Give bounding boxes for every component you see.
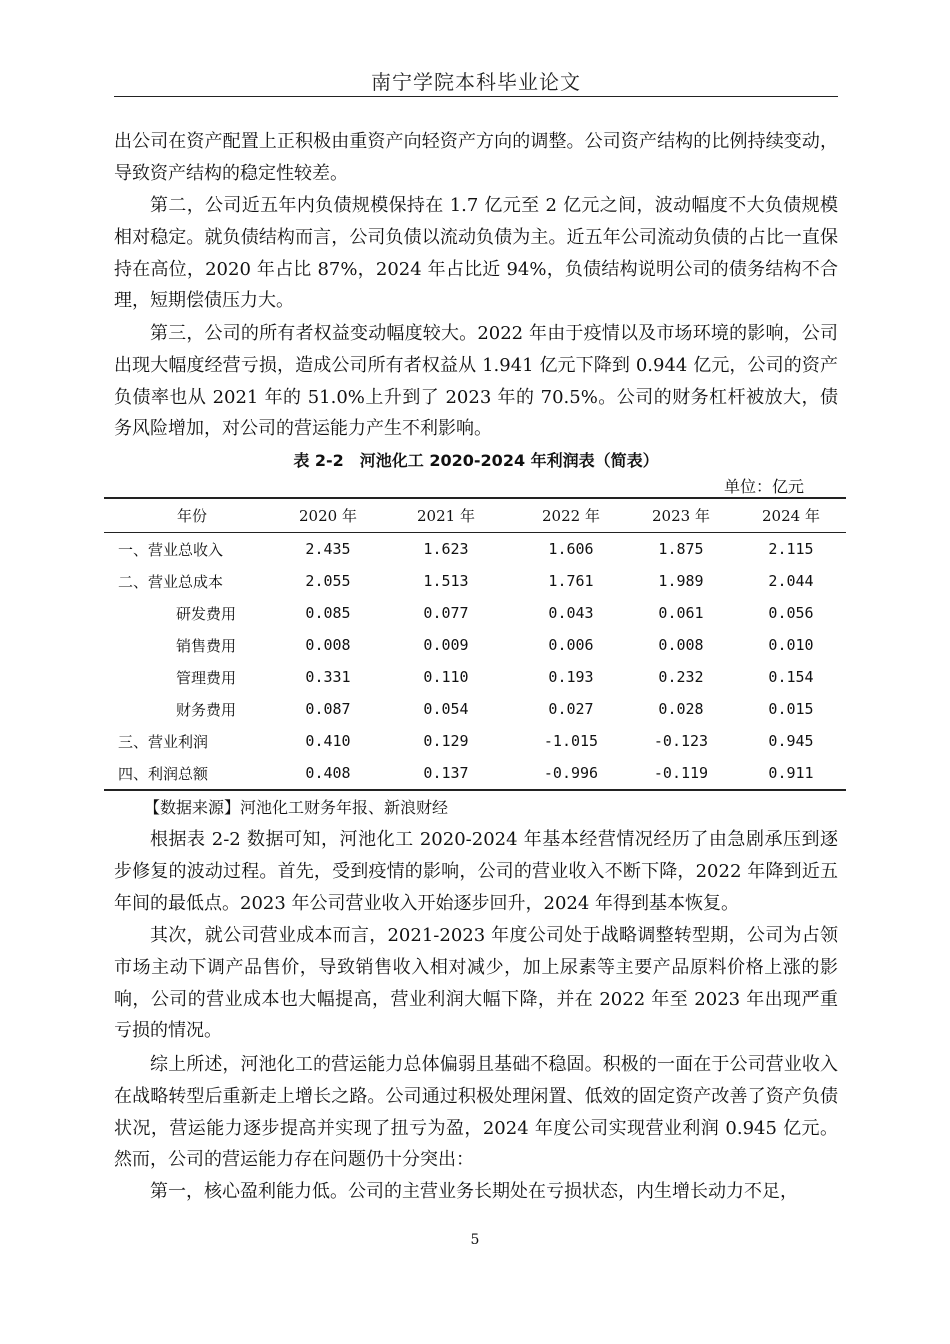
cell-value: 0.945 <box>768 732 814 750</box>
paragraph-core-profitability: 第一，核心盈利能力低。公司的主营业务长期处在亏损状态，内生增长动力不足， <box>150 1181 798 1202</box>
header-2022: 2022 年 <box>516 498 626 533</box>
header-2020: 2020 年 <box>280 498 376 533</box>
cell-value: 0.232 <box>658 668 704 686</box>
cell-value: 0.331 <box>305 668 351 686</box>
cell-value: 0.056 <box>768 604 814 622</box>
page-number: 5 <box>470 1232 480 1248</box>
table-data-source: 【数据来源】河池化工财务年报、新浪财经 <box>144 798 449 817</box>
table-row <box>104 629 846 661</box>
header-2023: 2023 年 <box>626 498 736 533</box>
cell-value: -1.015 <box>543 732 599 750</box>
paragraph-liability-scale: 第二，公司近五年内负债规模保持在 1.7 亿元至 2 亿元之间，波动幅度不大负债规模相对稳定。就负债结构而言，公司负债以流动负债为主。近五年公司流动负债的占比一直保持在高位，2020 年占比 87%，2024 年占比近 94%，负债结构说明公司的债务结构不合理，短期偿债压力大。 <box>114 195 838 312</box>
cell-value: -0.996 <box>516 757 626 790</box>
cell-value: 2.115 <box>768 540 814 558</box>
header-year: 年份 <box>104 498 280 533</box>
row-label: 销售费用 <box>176 636 237 655</box>
cell-value: 0.054 <box>423 700 469 718</box>
page-header-title: 南宁学院本科毕业论文 <box>371 70 581 94</box>
paragraph-owner-equity: 第三，公司的所有者权益变动幅度较大。2022 年由于疫情以及市场环境的影响，公司出现大幅度经营亏损，造成公司所有者权益从 1.941 亿元下降到 0.944 亿元，公司的资产负债率也从 2021 年的 51.0%上升到了 2023 年的 70.5%。公司的财务杠杆被放大，债务风险增加，对公司的营运能力产生不利影响。 <box>114 323 838 440</box>
cell-value: 0.027 <box>548 700 594 718</box>
cell-value: 0.006 <box>548 636 594 654</box>
cell-value: 0.137 <box>376 757 516 790</box>
cell-value: 2.435 <box>305 540 351 558</box>
cell-value: 0.129 <box>423 732 469 750</box>
cell-value: 1.606 <box>548 540 594 558</box>
income-statement-table <box>104 497 846 791</box>
cell-value: 1.875 <box>658 540 704 558</box>
table-row <box>104 565 846 597</box>
table-unit: 单位：亿元 <box>723 477 804 496</box>
cell-value: 1.761 <box>548 572 594 590</box>
header-2021: 2021 年 <box>376 498 516 533</box>
table-row <box>104 757 846 790</box>
table-caption: 表 2-2 河池化工 2020-2024 年利润表（简表） <box>293 451 659 470</box>
row-label: 财务费用 <box>176 700 237 719</box>
cell-value: 0.410 <box>305 732 351 750</box>
row-label: 管理费用 <box>176 668 237 687</box>
cell-value: 0.911 <box>736 757 846 790</box>
table-row <box>104 533 846 566</box>
cell-value: 0.008 <box>305 636 351 654</box>
cell-value: 0.110 <box>423 668 469 686</box>
cell-value: 2.044 <box>768 572 814 590</box>
table-row <box>104 597 846 629</box>
cell-value: 0.085 <box>305 604 351 622</box>
cell-value: 0.028 <box>658 700 704 718</box>
cell-value: 1.989 <box>658 572 704 590</box>
cell-value: 0.009 <box>423 636 469 654</box>
cell-value: 0.008 <box>658 636 704 654</box>
cell-value: 2.055 <box>305 572 351 590</box>
paragraph-summary: 综上所述，河池化工的营运能力总体偏弱且基础不稳固。积极的一面在于公司营业收入在战略转型后重新走上增长之路。公司通过积极处理闲置、低效的固定资产改善了资产负债状况，营运能力逐步提高并实现了扭亏为盈，2024 年度公司实现营业利润 0.945 亿元。然而，公司的营运能力存在问题仍十分突出： <box>114 1054 838 1171</box>
row-label: 三、营业利润 <box>118 732 209 751</box>
cell-value: 1.623 <box>423 540 469 558</box>
table-row <box>104 661 846 693</box>
row-label: 四、利润总额 <box>104 757 280 790</box>
cell-value: 0.077 <box>423 604 469 622</box>
cell-value: 0.010 <box>768 636 814 654</box>
table-row <box>104 725 846 757</box>
cell-value: 0.015 <box>768 700 814 718</box>
paragraph-asset-structure: 出公司在资产配置上正积极由重资产向轻资产方向的调整。公司资产结构的比例持续变动，导致资产结构的稳定性较差。 <box>114 131 838 184</box>
cell-value: 0.087 <box>305 700 351 718</box>
paragraph-revenue-analysis: 根据表 2-2 数据可知，河池化工 2020-2024 年基本经营情况经历了由急剧承压到逐步修复的波动过程。首先，受到疫情的影响，公司的营业收入不断下降，2022 年降到近五年间的最低点。2023 年公司营业收入开始逐步回升，2024 年得到基本恢复。 <box>114 829 838 914</box>
table-row <box>104 693 846 725</box>
cell-value: 0.061 <box>658 604 704 622</box>
cell-value: 0.193 <box>548 668 594 686</box>
cell-value: 0.043 <box>548 604 594 622</box>
row-label: 一、营业总收入 <box>118 540 224 559</box>
paragraph-cost-analysis: 其次，就公司营业成本而言，2021-2023 年度公司处于战略调整转型期，公司为占领市场主动下调产品售价，导致销售收入相对减少，加上尿素等主要产品原料价格上涨的影响，公司的营业成本也大幅提高，营业利润大幅下降，并在 2022 年至 2023 年出现严重亏损的情况。 <box>114 925 838 1042</box>
cell-value: 1.513 <box>423 572 469 590</box>
cell-value: -0.119 <box>626 757 736 790</box>
header-2024: 2024 年 <box>736 498 846 533</box>
cell-value: -0.123 <box>653 732 709 750</box>
cell-value: 0.154 <box>768 668 814 686</box>
header-divider <box>114 96 838 97</box>
cell-value: 0.408 <box>280 757 376 790</box>
table-header-row <box>104 498 846 533</box>
row-label: 二、营业总成本 <box>118 572 224 591</box>
row-label: 研发费用 <box>176 604 237 623</box>
